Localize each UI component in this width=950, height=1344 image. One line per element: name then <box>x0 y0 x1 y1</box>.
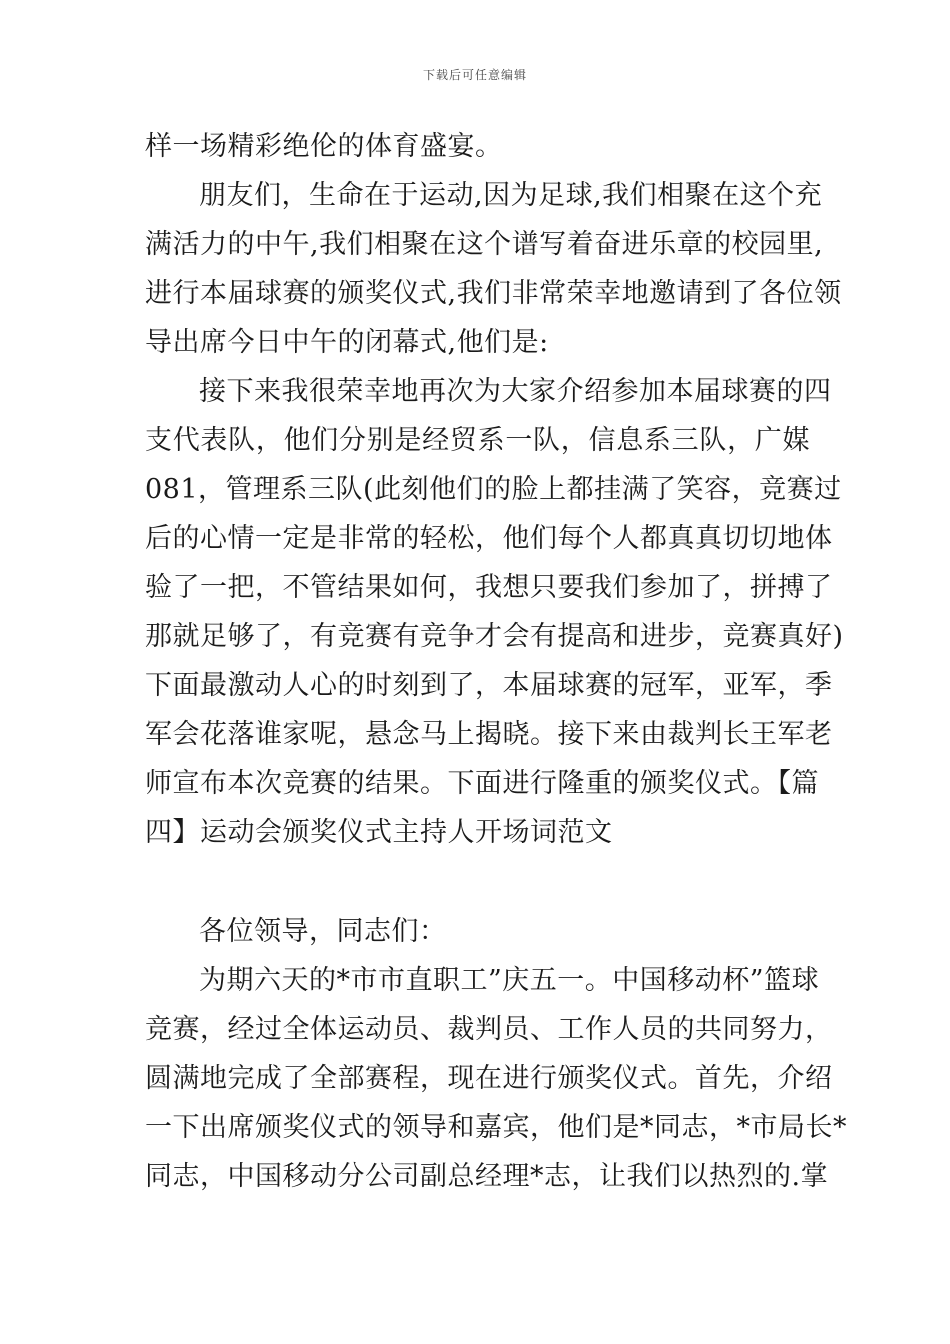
text-line: 那就足够了，有竞赛有竞争才会有提高和进步，竞赛真好) <box>145 621 844 652</box>
text-line: 同志，中国移动分公司副总经理*志，让我们以热烈的.掌 <box>145 1161 829 1192</box>
text-line: 样一场精彩绝伦的体育盛宴。 <box>145 131 503 162</box>
paragraph-gap <box>145 857 810 907</box>
text-line: 师宣布本次竞赛的结果。下面进行隆重的颁奖仪式。【篇 <box>145 768 819 799</box>
text-line: 军会花落谁家呢，悬念马上揭晓。接下来由裁判长王军老 <box>145 719 833 750</box>
text-line: 进行本届球赛的颁奖仪式,我们非常荣幸地邀请到了各位领 <box>145 278 842 309</box>
text-line: 竞赛，经过全体运动员、裁判员、工作人员的共同努力， <box>145 1014 833 1045</box>
text-line: 支代表队，他们分别是经贸系一队，信息系三队，广媒 <box>145 425 810 456</box>
text-line: 导出席今日中午的闭幕式,他们是: <box>145 327 549 358</box>
document-body <box>145 122 847 1201</box>
text-line: 下面最激动人心的时刻到了，本届球赛的冠军，亚军，季 <box>145 670 833 701</box>
text-line: 081，管理系三队(此刻他们的脸上都挂满了笑容，竞赛过 <box>145 474 842 505</box>
text-line: 圆满地完成了全部赛程，现在进行颁奖仪式。首先，介绍 <box>145 1063 833 1094</box>
text-line: 各位领导，同志们： <box>199 916 447 947</box>
text-line: 满活力的中午,我们相聚在这个谱写着奋进乐章的校园里, <box>145 229 824 260</box>
text-line: 一下出席颁奖仪式的领导和嘉宾，他们是*同志，*市局长* <box>145 1112 847 1143</box>
paragraph-block-1 <box>145 122 844 857</box>
text-line: 后的心情一定是非常的轻松，他们每个人都真真切切地体 <box>145 523 833 554</box>
page-header-note: 下载后可任意编辑 <box>422 68 527 82</box>
paragraph-block-2 <box>145 907 847 1201</box>
text-line: 朋友们，生命在于运动,因为足球,我们相聚在这个充 <box>199 180 823 211</box>
text-line: 验了一把，不管结果如何，我想只要我们参加了，拼搏了 <box>145 572 833 603</box>
text-line: 接下来我很荣幸地再次为大家介绍参加本届球赛的四 <box>199 376 832 407</box>
text-line: 为期六天的*市市直职工”庆五一。中国移动杯”篮球 <box>199 965 820 996</box>
text-line: 四】运动会颁奖仪式主持人开场词范文 <box>145 817 613 848</box>
